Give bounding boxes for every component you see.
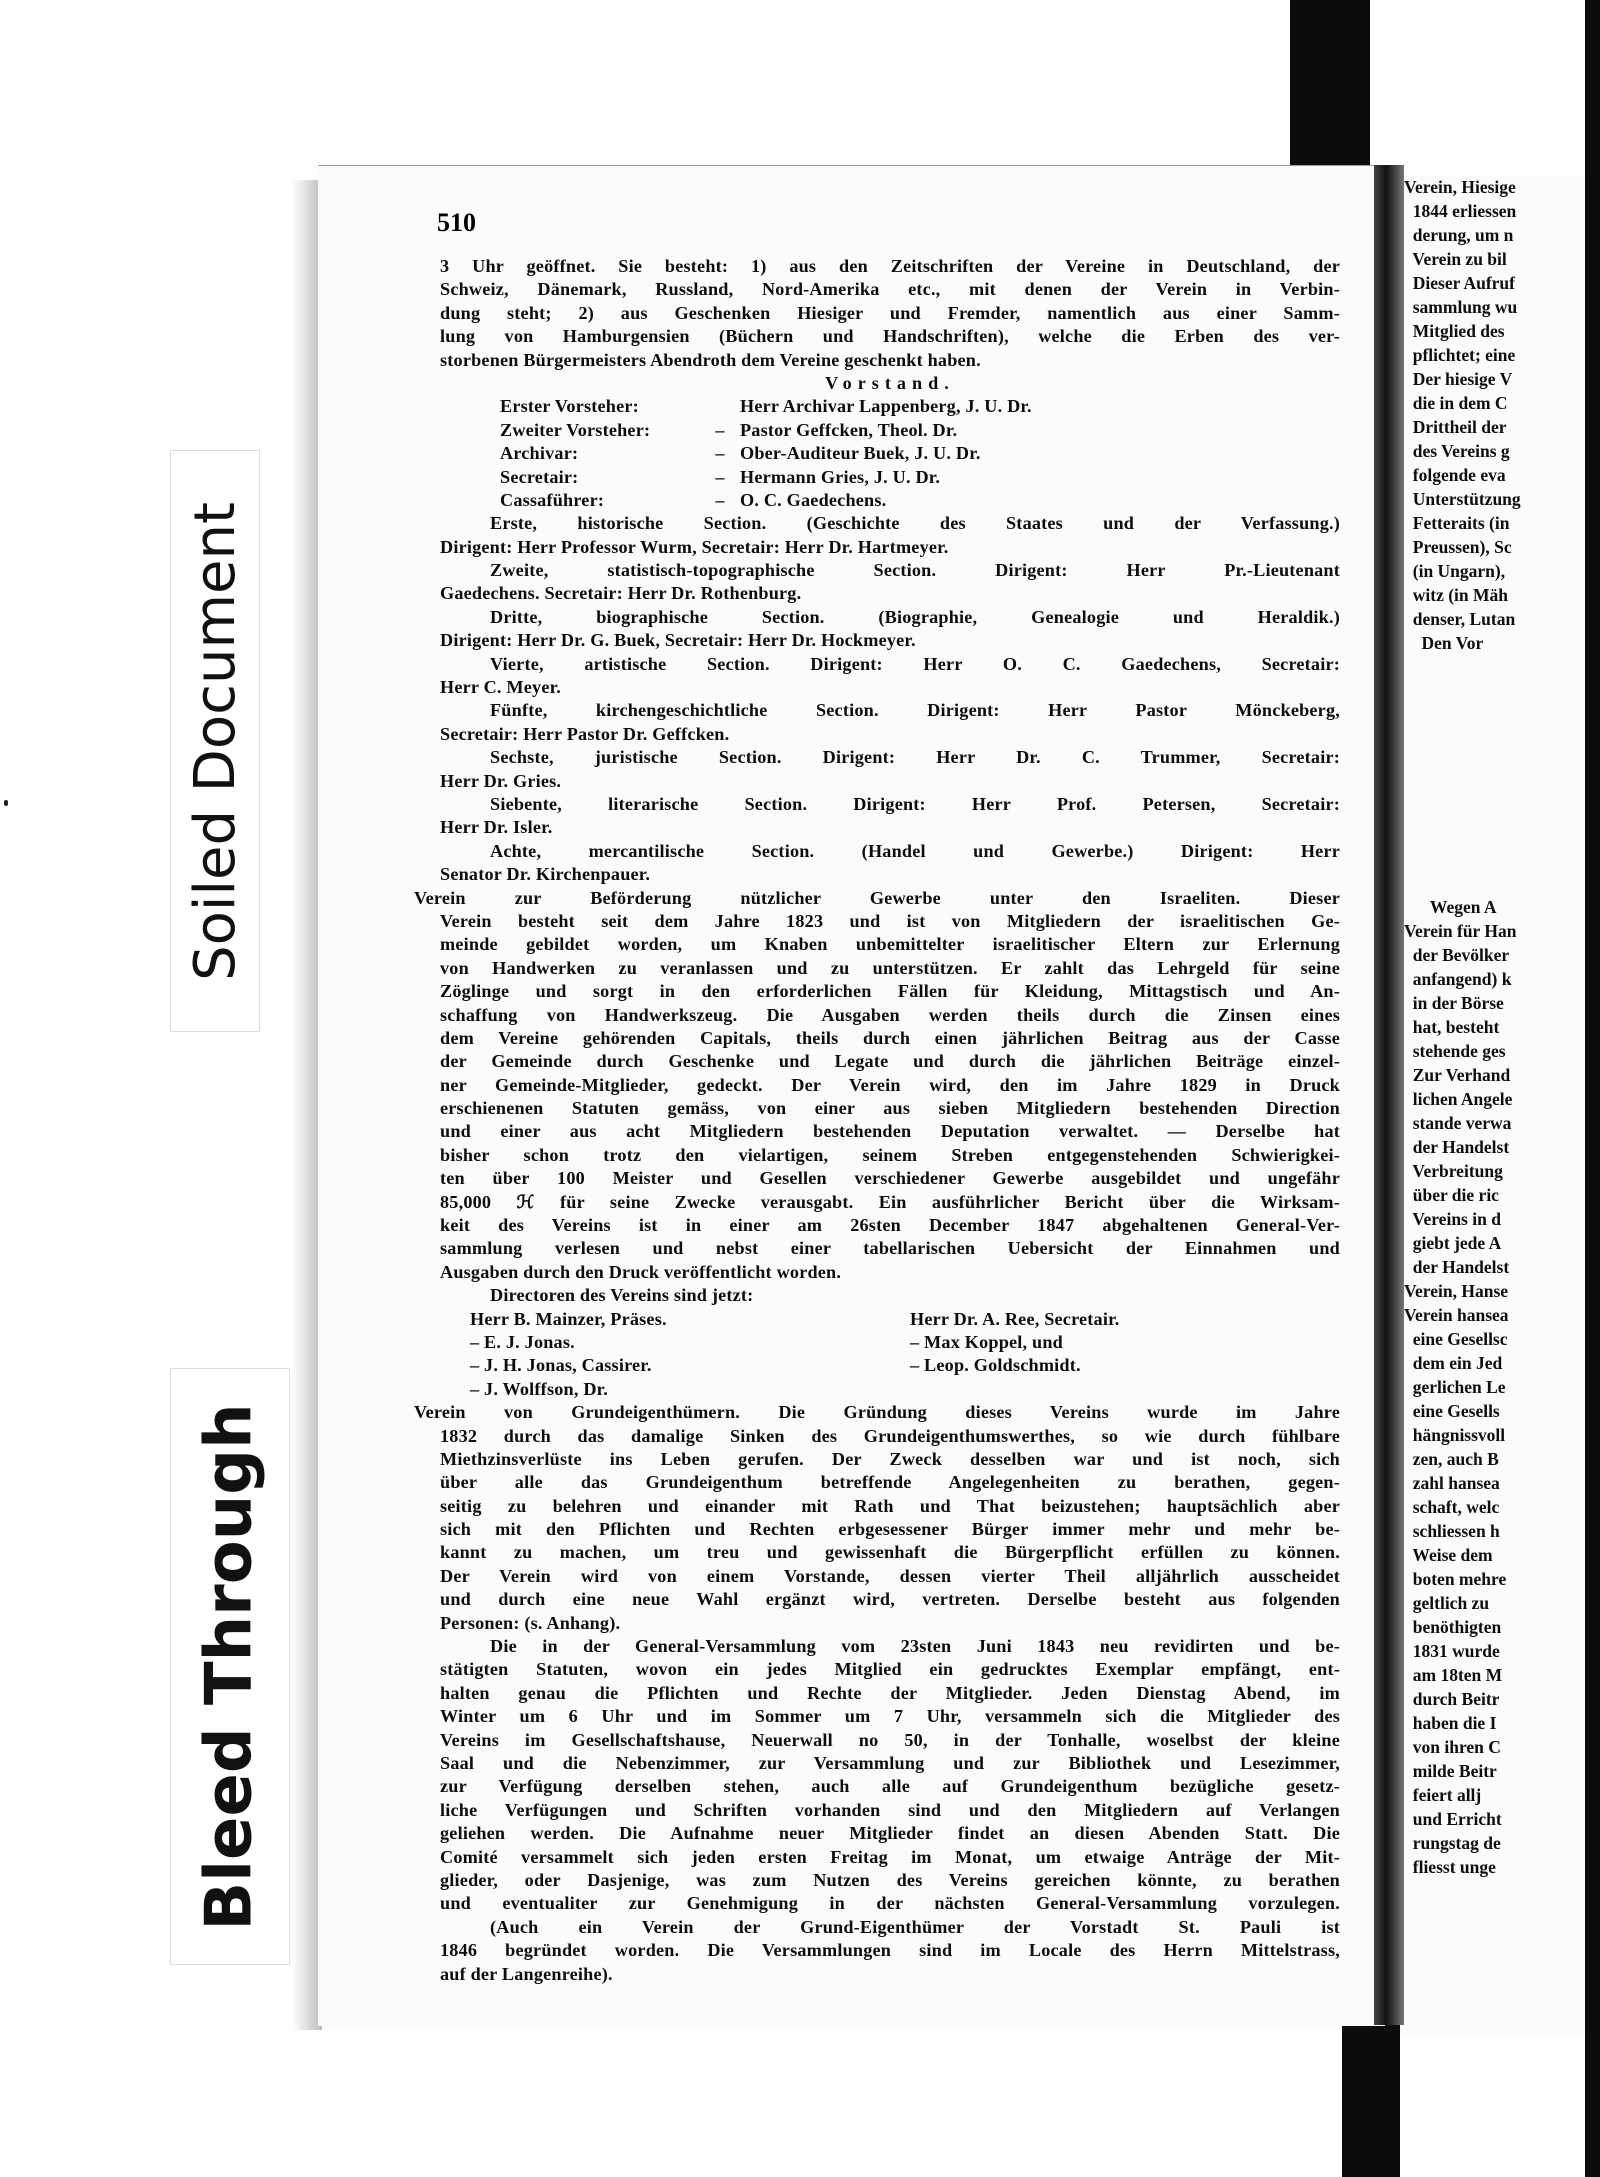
director-name: – Leop. Goldschmidt.	[910, 1355, 1081, 1376]
facing-line: benöthigten	[1404, 1617, 1502, 1637]
facing-line: derung, um n	[1404, 225, 1514, 245]
text-line: keit des Vereins ist in einer am 26sten December 1847 abgehaltenen General-Ver-	[440, 1215, 1340, 1236]
text-line: Comité versammelt sich jeden ersten Freitag im Monat, um etwaige Anträge der Mit-	[440, 1846, 1340, 1867]
text-line: bisher schon trotz den vielartigen, seinem Streben entgegenstehenden Schwierigkei-	[440, 1144, 1340, 1165]
text-line: kannt zu machen, um treu und gewissenhaft die Bürgerpflicht erfüllen zu können.	[440, 1542, 1340, 1563]
intro-block	[440, 255, 1340, 395]
text-line: und eventualiter zur Genehmigung in der nächsten General-Versammlung vorzulegen.	[440, 1893, 1340, 1914]
officer-role: Archivar:	[500, 443, 579, 464]
facing-line: (in Ungarn),	[1404, 561, 1506, 581]
facing-line: folgende eva	[1404, 465, 1506, 485]
label-soiled-document	[170, 450, 260, 1032]
facing-line: milde Beitr	[1404, 1761, 1497, 1781]
text-line: Saal und die Nebenzimmer, zur Versammlung und zur Bibliothek und Lesezimmer,	[440, 1753, 1340, 1773]
text-line: Schweiz, Dänemark, Russland, Nord-Amerika etc., mit denen der Verein in Verbin-	[440, 279, 1340, 300]
text-line: Verein zur Beförderung nützlicher Gewerbe unter den Israeliten. Dieser	[414, 887, 1340, 908]
director-name: – J. H. Jonas, Cassirer.	[470, 1355, 652, 1376]
text-line: Secretair: Herr Pastor Dr. Geffcken.	[440, 723, 730, 744]
facing-line: dem ein Jed	[1404, 1353, 1503, 1373]
text-line: Siebente, literarische Section. Dirigent: Herr Prof. Petersen, Secretair:	[490, 793, 1340, 814]
text-line: 3 Uhr geöffnet. Sie besteht: 1) aus den Zeitschriften der Vereine in Deutschland, der	[440, 256, 1340, 276]
director-name: Herr B. Mainzer, Präses.	[470, 1308, 667, 1329]
facing-line: Weise dem	[1404, 1545, 1493, 1565]
text-line: Zöglinge und sorgt in den erforderlichen Fällen für Kleidung, Mittagstisch und An-	[440, 981, 1340, 1002]
facing-line: hängnissvoll	[1404, 1425, 1506, 1445]
book-gutter	[1374, 165, 1404, 2025]
director-row	[440, 1331, 1340, 1354]
facing-line: Wegen A	[1404, 897, 1497, 917]
facing-line: Verein für Han	[1404, 921, 1517, 941]
text-line: sich mit den Pflichten und Rechten erbgesessener Bürger immer mehr und mehr be-	[440, 1519, 1340, 1540]
text-line: storbenen Bürgermeisters Abendroth dem Vereine geschenkt haben.	[440, 349, 981, 370]
facing-line: Verbreitung	[1404, 1161, 1503, 1181]
label-soiled-text: Soiled Document	[182, 501, 248, 981]
officer-dash	[700, 395, 740, 418]
facing-line	[1404, 655, 1585, 679]
facing-line: 1831 wurde	[1404, 1641, 1500, 1661]
facing-line: über die ric	[1404, 1185, 1499, 1205]
facing-line: stande verwa	[1404, 1113, 1512, 1133]
facing-line: und Erricht	[1404, 1809, 1502, 1829]
facing-line: pflichtet; eine	[1404, 345, 1516, 365]
text-line: zur Verfügung derselben stehen, auch alle auf Grundeigenthum bezügliche gesetz-	[440, 1776, 1340, 1797]
facing-line: Der hiesige V	[1404, 369, 1513, 389]
facing-line	[1404, 679, 1585, 703]
facing-line: Den Vor	[1404, 633, 1484, 653]
directors-list	[440, 1308, 1340, 1402]
director-row	[440, 1354, 1340, 1377]
director-row	[440, 1378, 1340, 1401]
text-line: dung steht; 2) aus Geschenken Hiesiger und Fremder, namentlich aus einer Samm-	[440, 302, 1340, 323]
text-line: Herr C. Meyer.	[440, 677, 561, 698]
facing-line: durch Beitr	[1404, 1689, 1500, 1709]
text-line: schaffung von Handwerkszeug. Die Ausgaben werden theils durch die Zinsen eines	[440, 1004, 1340, 1025]
text-line: Ausgaben durch den Druck veröffentlicht worden.	[440, 1261, 842, 1282]
facing-line: Verein, Hiesige	[1404, 177, 1516, 197]
text-line: Senator Dr. Kirchenpauer.	[440, 864, 651, 885]
facing-line: Unterstützung	[1404, 489, 1521, 509]
officer-dash: –	[715, 489, 725, 510]
page-text	[414, 255, 1340, 1986]
facing-line: rungstag de	[1404, 1833, 1501, 1853]
facing-line: denser, Lutan	[1404, 609, 1516, 629]
facing-line: boten mehre	[1404, 1569, 1507, 1589]
text-line: dem Vereine gehörenden Capitals, theils durch einen jährlichen Beitrag aus der Casse	[440, 1027, 1340, 1048]
officer-row	[440, 442, 1340, 465]
grundeigenthuemer-block	[414, 1401, 1340, 1986]
text-line: Dirigent: Herr Professor Wurm, Secretair: Herr Dr. Hartmeyer.	[440, 536, 949, 557]
facing-line	[1404, 751, 1585, 775]
officer-name: Ober-Auditeur Buek, J. U. Dr.	[740, 443, 981, 464]
facing-line: Mitglied des	[1404, 321, 1505, 341]
facing-line: Zur Verhand	[1404, 1065, 1511, 1085]
text-line: und einer aus acht Mitgliedern bestehenden Deputation verwaltet. — Derselbe hat	[440, 1121, 1340, 1142]
facing-line	[1404, 775, 1585, 799]
facing-line	[1404, 823, 1585, 847]
text-line: Dritte, biographische Section. (Biographie, Genealogie und Heraldik.)	[490, 606, 1340, 627]
text-line: Erste, historische Section. (Geschichte des Staates und der Verfassung.)	[490, 513, 1340, 534]
facing-line: witz (in Mäh	[1404, 585, 1509, 605]
dust-speck	[4, 800, 8, 806]
facing-page	[1404, 175, 1585, 2035]
facing-line	[1404, 799, 1585, 823]
text-line: seitig zu belehren und einander mit Rath und That beizustehen; hauptsächlich aber	[440, 1495, 1340, 1516]
facing-line: schliessen h	[1404, 1521, 1500, 1541]
officer-row	[440, 489, 1340, 512]
facing-line: Verein, Hanse	[1404, 1281, 1509, 1301]
text-line: Fünfte, kirchengeschichtliche Section. Dirigent: Herr Pastor Mönckeberg,	[490, 700, 1340, 721]
text-line: geliehen werden. Die Aufnahme neuer Mitglieder findet an diesen Abenden Statt. Die	[440, 1823, 1340, 1844]
label-bleed-text: Bleed Through	[193, 1402, 267, 1931]
officer-name: Hermann Gries, J. U. Dr.	[740, 466, 941, 487]
text-line: 1846 begründet worden. Die Versammlungen sind im Locale des Herrn Mittelstrass,	[440, 1940, 1340, 1961]
page-number: 510	[437, 208, 476, 237]
officer-row	[440, 466, 1340, 489]
director-name: – J. Wolffson, Dr.	[470, 1378, 609, 1399]
text-line: von Handwerken zu veranlassen und zu unterstützen. Er zahlt das Lehrgeld für seine	[440, 957, 1340, 978]
facing-page-text	[1404, 175, 1585, 1879]
facing-line: Dieser Aufruf	[1404, 273, 1515, 293]
facing-line: zen, auch B	[1404, 1449, 1499, 1469]
facing-line: der Handelst	[1404, 1257, 1510, 1277]
text-line: liche Verfügungen und Schriften vorhanden sind und den Mitgliedern auf Verlangen	[440, 1799, 1340, 1820]
facing-line: stehende ges	[1404, 1041, 1506, 1061]
text-line: Personen: (s. Anhang).	[440, 1612, 621, 1633]
facing-line	[1404, 871, 1585, 895]
officer-name: O. C. Gaedechens.	[740, 489, 887, 510]
text-line: meinde gebildet worden, um Knaben unbemittelter israelitischer Eltern zur Erlernung	[440, 934, 1340, 955]
facing-line: der Bevölker	[1404, 945, 1510, 965]
facing-line: von ihren C	[1404, 1737, 1501, 1757]
text-line: Gaedechens. Secretair: Herr Dr. Rothenburg.	[440, 583, 802, 604]
facing-line: zahl hansea	[1404, 1473, 1500, 1493]
officer-role: Secretair:	[500, 466, 579, 487]
text-line: ten über 100 Meister und Gesellen verschiedener Gewerbe ausgebildet und ungefähr	[440, 1168, 1340, 1189]
text-line: Dirigent: Herr Dr. G. Buek, Secretair: Herr Dr. Hockmeyer.	[440, 630, 916, 651]
text-line: Winter um 6 Uhr und im Sommer um 7 Uhr, versammeln sich die Mitglieder des	[440, 1706, 1340, 1727]
text-line: Vorstand.	[825, 372, 955, 393]
officer-dash: –	[715, 466, 725, 487]
facing-line: am 18ten M	[1404, 1665, 1503, 1685]
text-line: erschienenen Statuten gemäss, von einer aus sieben Mitgliedern bestehenden Direction	[440, 1098, 1340, 1119]
facing-line: fliesst unge	[1404, 1857, 1496, 1877]
facing-line: der Handelst	[1404, 1137, 1510, 1157]
facing-line: Preussen), Sc	[1404, 537, 1512, 557]
facing-line	[1404, 703, 1585, 727]
director-name: Herr Dr. A. Ree, Secretair.	[910, 1308, 1120, 1329]
facing-line: eine Gesellsc	[1404, 1329, 1508, 1349]
officer-dash: –	[715, 443, 725, 464]
facing-line: eine Gesells	[1404, 1401, 1500, 1421]
text-line: ner Gemeinde-Mitglieder, gedeckt. Der Verein wird, den im Jahre 1829 in Druck	[440, 1074, 1340, 1095]
text-line: Vierte, artistische Section. Dirigent: Herr O. C. Gaedechens, Secretair:	[490, 653, 1340, 674]
facing-line: anfangend) k	[1404, 969, 1512, 989]
text-line: Vereins im Gesellschaftshause, Neuerwall no 50, in der Tonhalle, woselbst der kleine	[440, 1729, 1340, 1750]
officer-dash: –	[715, 419, 725, 440]
text-line: Verein von Grundeigenthümern. Die Gründung dieses Vereins wurde im Jahre	[414, 1402, 1340, 1423]
text-line: der Gemeinde durch Geschenke und Legate und durch die jährlichen Beiträge einzel-	[440, 1051, 1340, 1072]
text-line: 1832 durch das damalige Sinken des Grundeigenthumswerthes, so wie durch fühlbare	[440, 1425, 1340, 1446]
text-line: Herr Dr. Gries.	[440, 770, 562, 791]
text-line: Herr Dr. Isler.	[440, 817, 553, 838]
facing-line: die in dem C	[1404, 393, 1508, 413]
facing-line	[1404, 847, 1585, 871]
scan-black-edge	[1585, 0, 1600, 2177]
text-line: sammlung verlesen und nebst einer tabellarischen Uebersicht der Einnahmen und	[440, 1238, 1340, 1259]
officer-row	[440, 395, 1340, 418]
facing-line: hat, besteht	[1404, 1017, 1500, 1037]
officer-role: Zweiter Vorsteher:	[500, 419, 651, 440]
facing-line: Verein hansea	[1404, 1305, 1509, 1325]
text-line: Achte, mercantilische Section. (Handel und Gewerbe.) Dirigent: Herr	[490, 840, 1340, 861]
facing-line: gerlichen Le	[1404, 1377, 1506, 1397]
text-line: halten genau die Pflichten und Rechte der Mitglieder. Jeden Dienstag Abend, im	[440, 1682, 1340, 1703]
officer-name: Pastor Geffcken, Theol. Dr.	[740, 419, 958, 440]
facing-line: Vereins in d	[1404, 1209, 1501, 1229]
officer-role: Erster Vorsteher:	[500, 396, 639, 417]
facing-line: 1844 erliessen	[1404, 201, 1517, 221]
facing-line: Fetteraits (in	[1404, 513, 1510, 533]
text-line: Miethzinsverlüste ins Leben gerufen. Der Zweck desselben war und ist noch, sich	[440, 1448, 1340, 1469]
text-line: Die in der General-Versammlung vom 23sten Juni 1843 neu revidirten und be-	[490, 1636, 1340, 1657]
text-line: (Auch ein Verein der Grund-Eigenthümer der Vorstadt St. Pauli ist	[490, 1916, 1340, 1937]
facing-line	[1404, 727, 1585, 751]
text-line: über alle das Grundeigenthum betreffende Angelegenheiten zu berathen, gegen-	[440, 1472, 1340, 1493]
officer-role: Cassaführer:	[500, 489, 605, 510]
text-line: glieder, oder Dasjenige, was zum Nutzen des Vereins gereichen könnte, zu berathen	[440, 1869, 1340, 1890]
text-line: und durch eine neue Wahl ergänzt wird, vertreten. Derselbe besteht aus folgenden	[440, 1589, 1340, 1610]
facing-line: haben die I	[1404, 1713, 1497, 1733]
director-row	[440, 1308, 1340, 1331]
director-name: – E. J. Jonas.	[470, 1331, 575, 1352]
text-line: Zweite, statistisch-topographische Section. Dirigent: Herr Pr.-Lieutenant	[490, 560, 1340, 581]
facing-line: geltlich zu	[1404, 1593, 1490, 1613]
facing-line: lichen Angele	[1404, 1089, 1513, 1109]
director-name	[910, 1378, 1310, 1401]
text-line: Sechste, juristische Section. Dirigent: Herr Dr. C. Trummer, Secretair:	[490, 747, 1340, 768]
officer-name: Herr Archivar Lappenberg, J. U. Dr.	[740, 396, 1032, 417]
facing-line: des Vereins g	[1404, 441, 1510, 461]
facing-line: in der Börse	[1404, 993, 1504, 1013]
officers-list	[440, 395, 1340, 512]
facing-line: giebt jede A	[1404, 1233, 1502, 1253]
facing-line: sammlung wu	[1404, 297, 1518, 317]
text-line: 85,000 ℋ für seine Zwecke verausgabt. Ein ausführlicher Bericht über die Wirksam-	[440, 1191, 1340, 1212]
sections-block	[414, 512, 1340, 1307]
text-line: Directoren des Vereins sind jetzt:	[490, 1285, 754, 1306]
text-line: lung von Hamburgensien (Büchern und Handschriften), welche die Erben des ver-	[440, 326, 1340, 347]
text-line: Verein besteht seit dem Jahre 1823 und ist von Mitgliedern der israelitischen Ge-	[440, 910, 1340, 931]
text-line: Der Verein wird von einem Vorstande, dessen vierter Theil alljährlich ausscheidet	[440, 1565, 1340, 1586]
label-bleed-through	[170, 1368, 290, 1965]
text-line: stätigten Statuten, wovon ein jedes Mitglied ein gedrucktes Exemplar empfängt, ent-	[440, 1659, 1340, 1680]
facing-line: schaft, welc	[1404, 1497, 1500, 1517]
officer-row	[440, 419, 1340, 442]
facing-line: Drittheil der	[1404, 417, 1507, 437]
text-line: auf der Langenreihe).	[440, 1963, 613, 1984]
director-name: – Max Koppel, und	[910, 1331, 1063, 1352]
facing-line: feiert allj	[1404, 1785, 1482, 1805]
facing-line: Verein zu bil	[1404, 249, 1507, 269]
